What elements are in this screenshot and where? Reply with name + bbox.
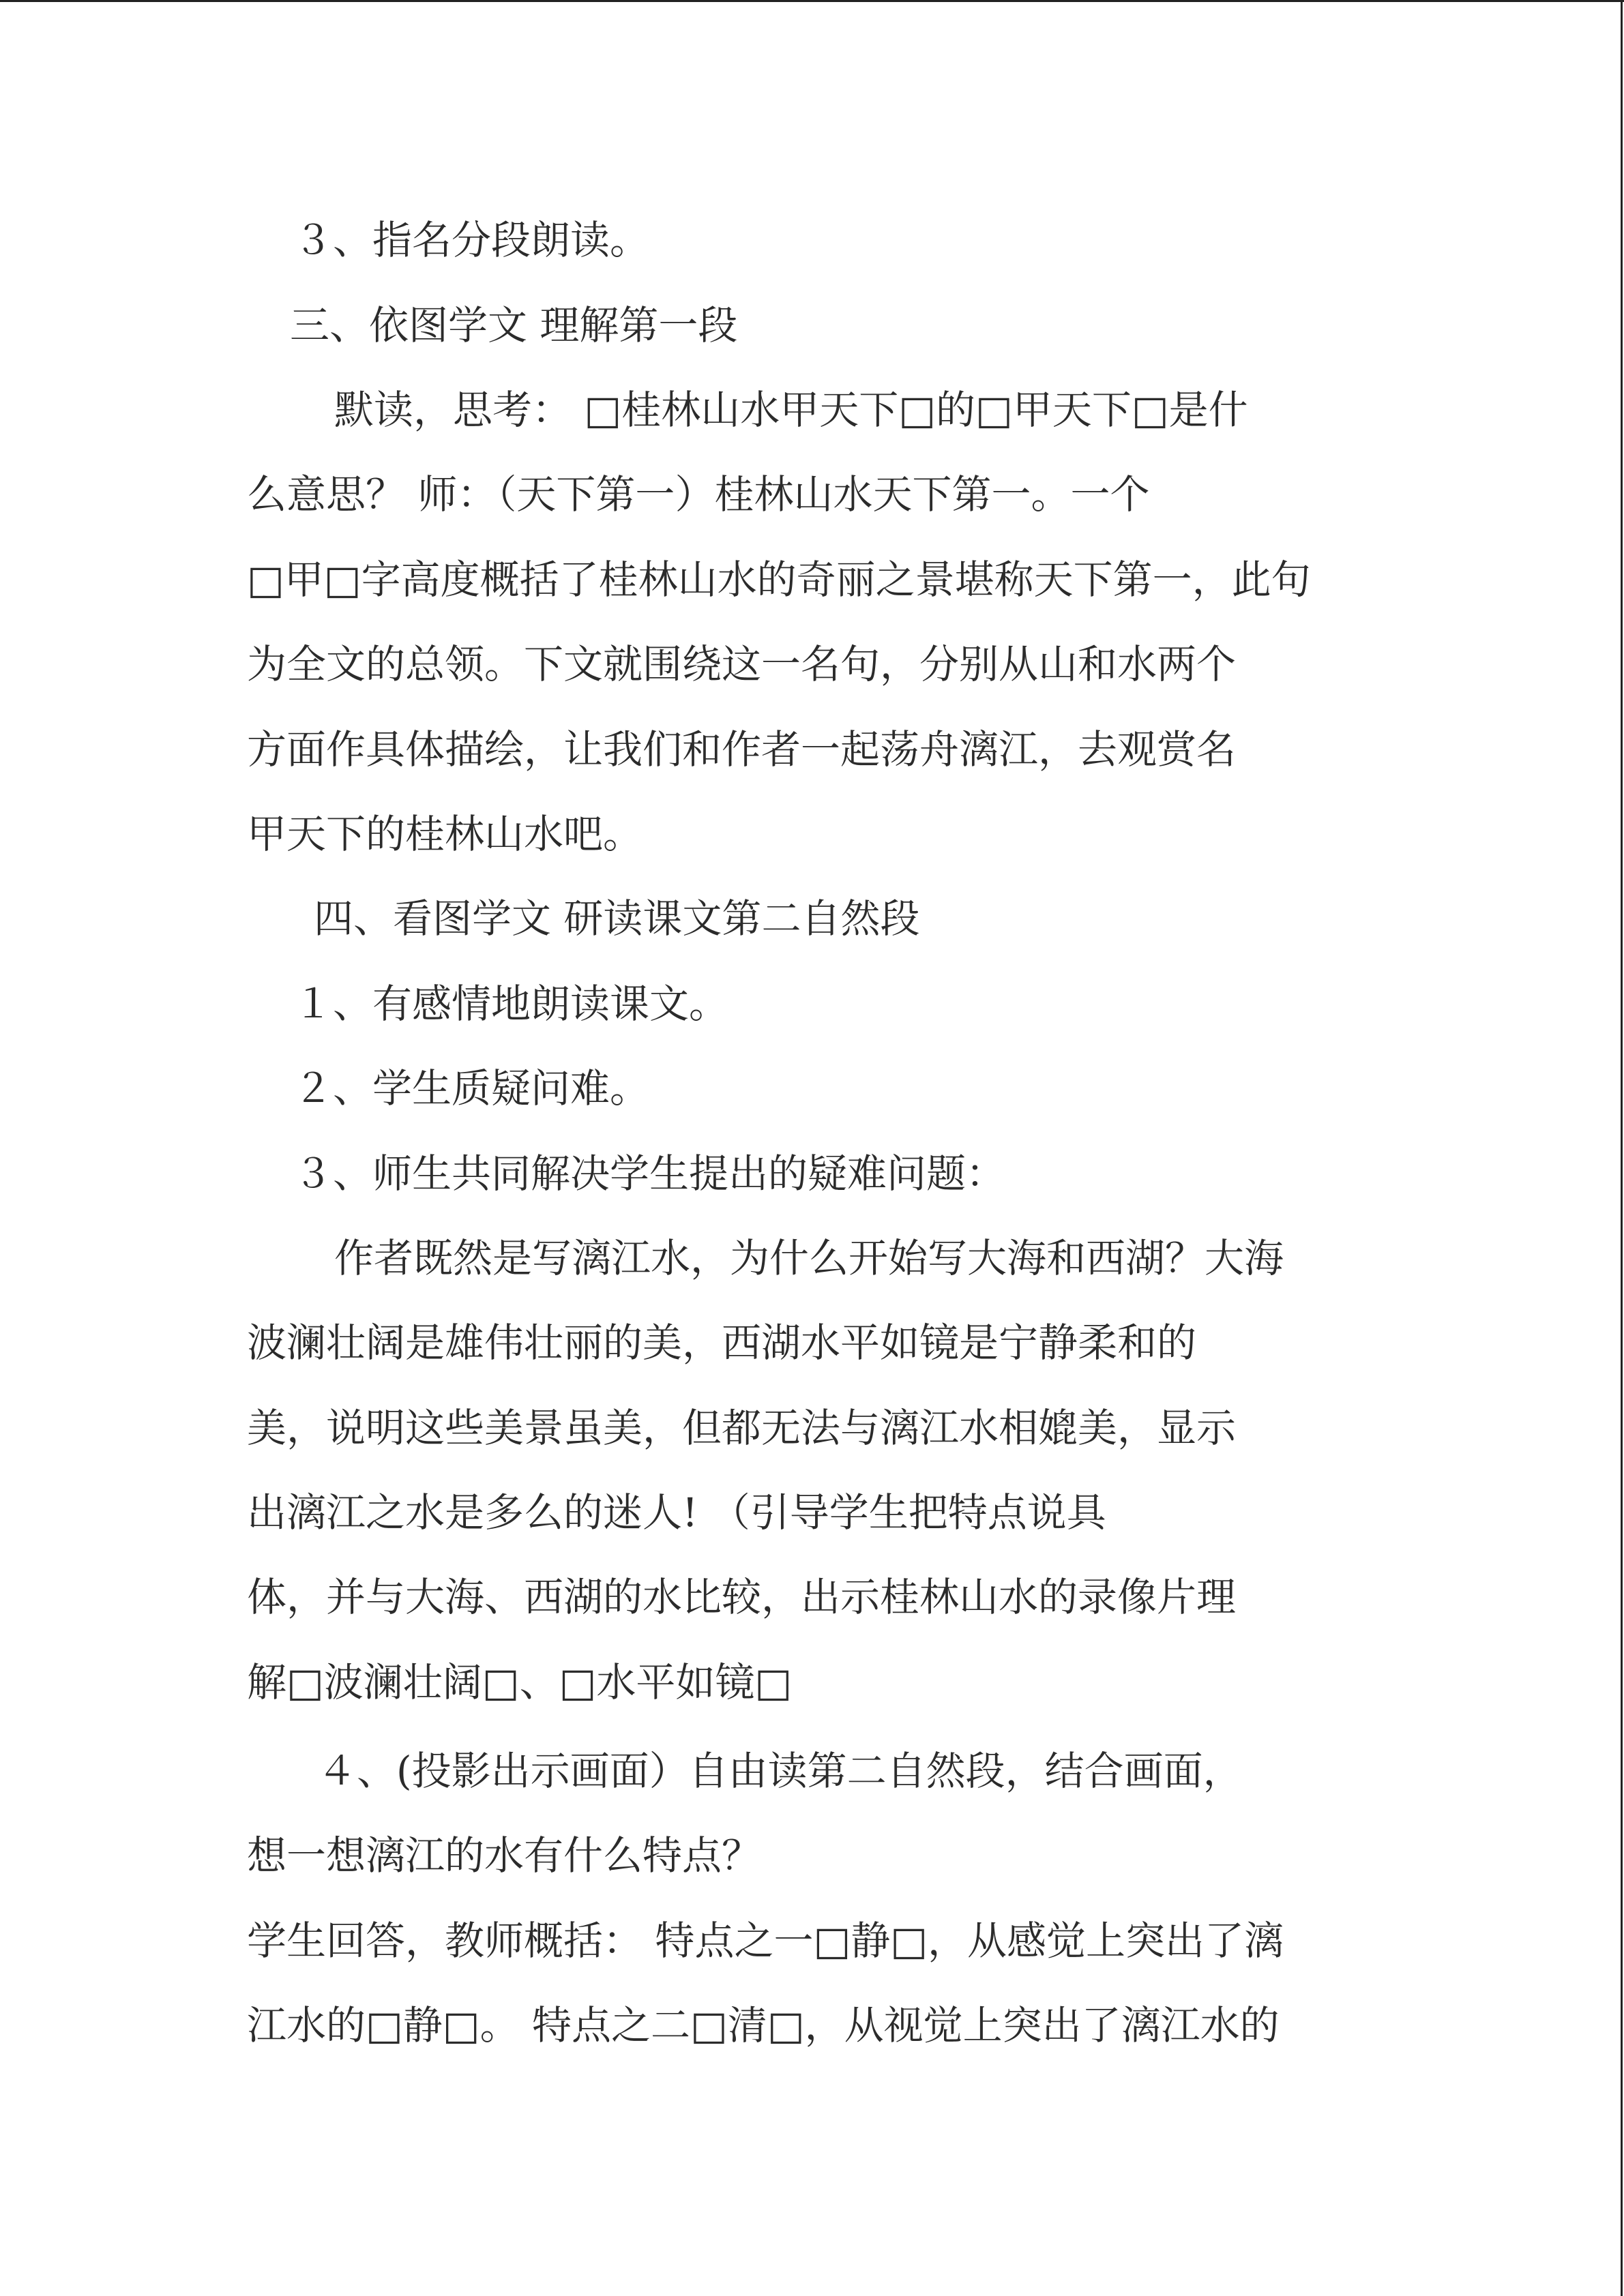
text-line: 为全文的总领。下文就围绕这一名句，分别从山和水两个	[247, 641, 1237, 687]
text-line: 作者既然是写漓江水，为什么开始写大海和西湖？大海	[334, 1235, 1284, 1281]
text-line: 学生回答，教师概括： 特点之一□静□，从感觉上突出了漓	[247, 1918, 1284, 1964]
text-line: 美，说明这些美景虽美，但都无法与漓江水相媲美，显示	[247, 1405, 1237, 1451]
text-line: 么意思？ 师：（天下第一）桂林山水天下第一。一个	[247, 471, 1150, 518]
text-line: ３、师生共同解决学生提出的疑难问题：	[293, 1150, 1006, 1197]
text-line: ３、指名分段朗读。	[293, 217, 650, 263]
text-line: 解□波澜壮阔□、□水平如镜□	[247, 1659, 793, 1705]
text-line: １、有感情地朗读课文。	[293, 981, 729, 1027]
text-line: 默读，思考： □桂林山水甲天下□的□甲天下□是什	[334, 387, 1248, 433]
text-line: ２、学生质疑问难。	[293, 1065, 650, 1112]
text-line: 出漓江之水是多么的迷人! （引导学生把特点说具	[247, 1489, 1106, 1536]
text-line: 体，并与大海、西湖的水比较，出示桂林山水的录像片理	[247, 1574, 1237, 1620]
text-line: 甲天下的桂林山水吧。	[247, 811, 643, 857]
text-line: 江水的□静□。 特点之二□清□，从视觉上突出了漓江水的	[247, 2002, 1280, 2048]
text-line: 想一想漓江的水有什么特点？	[247, 1832, 762, 1879]
text-line: □甲□字高度概括了桂林山水的奇丽之景堪称天下第一，此句	[247, 556, 1311, 603]
text-line: 波澜壮阔是雄伟壮丽的美，西湖水平如镜是宁静柔和的	[247, 1320, 1197, 1366]
text-line: ４、(投影出示画面）自由读第二自然段，结合画面，	[317, 1748, 1243, 1794]
section-heading: 四、看图学文 研读课文第二自然段	[314, 895, 920, 942]
text-line: 方面作具体描绘，让我们和作者一起荡舟漓江，去观赏名	[247, 726, 1237, 773]
section-heading: 三、依图学文 理解第一段	[290, 302, 738, 348]
